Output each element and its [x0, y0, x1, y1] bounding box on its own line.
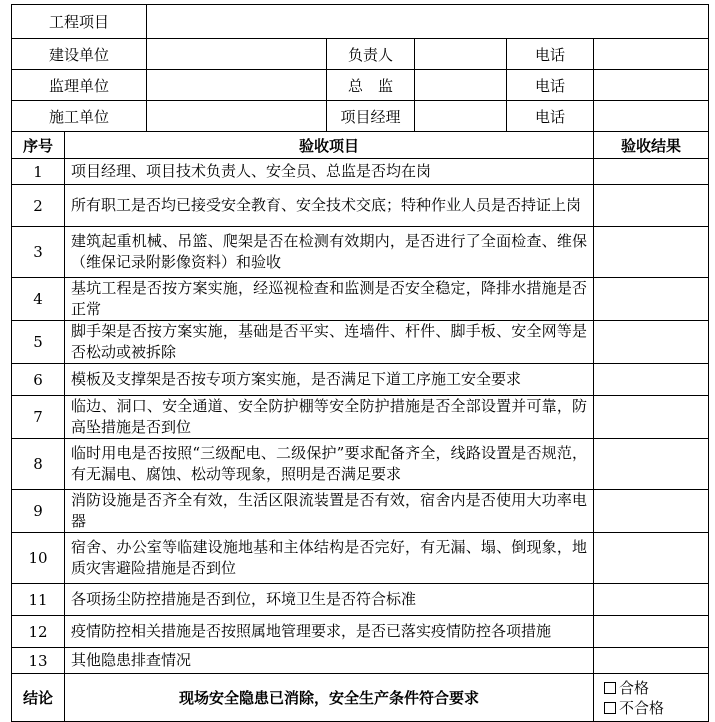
responsible-field[interactable] [415, 39, 507, 70]
inspection-item: 宿舍、办公室等临建设施地基和主体结构是否完好，有无漏、塌、倒现象，地质灾害避险措施是否到位 [65, 533, 594, 584]
result-cell[interactable] [594, 278, 709, 321]
table-row [12, 396, 709, 439]
table-row [12, 227, 709, 278]
table-row [12, 321, 709, 364]
pm-field[interactable] [415, 101, 507, 132]
row-number: 11 [12, 584, 65, 616]
fail-label: 不合格 [619, 698, 665, 717]
table-row [12, 185, 709, 227]
chief-field[interactable] [415, 70, 507, 101]
phone-field-1[interactable] [594, 39, 709, 70]
conclusion-options [594, 674, 709, 722]
row-number: 4 [12, 278, 65, 321]
inspection-item: 临边、洞口、安全通道、安全防护棚等安全防护措施是否全部设置并可靠，防高坠措施是否到位 [65, 396, 594, 439]
row-number: 9 [12, 490, 65, 533]
phone-label-1: 电话 [507, 39, 594, 70]
table-row [12, 278, 709, 321]
inspection-form [11, 4, 709, 722]
phone-field-3[interactable] [594, 101, 709, 132]
table-row [12, 159, 709, 185]
project-field[interactable] [147, 5, 709, 39]
pm-label: 项目经理 [327, 101, 415, 132]
phone-label-2: 电话 [507, 70, 594, 101]
result-cell[interactable] [594, 185, 709, 227]
inspection-item: 各项扬尘防控措施是否到位，环境卫生是否符合标准 [65, 584, 594, 616]
result-cell[interactable] [594, 533, 709, 584]
col-result-header: 验收结果 [594, 132, 709, 159]
row-number: 7 [12, 396, 65, 439]
inspection-item: 建筑起重机械、吊篮、爬架是否在检测有效期内，是否进行了全面检查、维保（维保记录附影像资料）和验收 [65, 227, 594, 278]
inspection-item: 疫情防控相关措施是否按照属地管理要求，是否已落实疫情防控各项措施 [65, 616, 594, 648]
conclusion-label: 结论 [12, 674, 65, 722]
row-number: 13 [12, 648, 65, 674]
pass-option[interactable] [604, 678, 708, 698]
row-number: 6 [12, 364, 65, 396]
inspection-item: 消防设施是否齐全有效，生活区限流装置是否有效，宿舍内是否使用大功率电器 [65, 490, 594, 533]
phone-label-3: 电话 [507, 101, 594, 132]
table-row [12, 533, 709, 584]
inspection-item: 所有职工是否均已接受安全教育、安全技术交底；特种作业人员是否持证上岗 [65, 185, 594, 227]
result-cell[interactable] [594, 321, 709, 364]
builder-field[interactable] [147, 39, 327, 70]
contractor-field[interactable] [147, 101, 327, 132]
contractor-label: 施工单位 [12, 101, 147, 132]
table-row [12, 648, 709, 674]
table-row [12, 364, 709, 396]
pass-label: 合格 [619, 678, 650, 697]
inspection-item: 模板及支撑架是否按专项方案实施，是否满足下道工序施工安全要求 [65, 364, 594, 396]
row-number: 12 [12, 616, 65, 648]
responsible-label: 负责人 [327, 39, 415, 70]
result-cell[interactable] [594, 490, 709, 533]
result-cell[interactable] [594, 227, 709, 278]
table-row [12, 490, 709, 533]
supervisor-field[interactable] [147, 70, 327, 101]
phone-field-2[interactable] [594, 70, 709, 101]
result-cell[interactable] [594, 364, 709, 396]
inspection-item: 临时用电是否按照“三级配电、二级保护”要求配备齐全，线路设置是否规范，有无漏电、腐蚀、松动等现象，照明是否满足要求 [65, 439, 594, 490]
result-cell[interactable] [594, 648, 709, 674]
inspection-item: 其他隐患排查情况 [65, 648, 594, 674]
item-rows [12, 159, 709, 674]
chief-label: 总 监 [327, 70, 415, 101]
row-number: 8 [12, 439, 65, 490]
result-cell[interactable] [594, 616, 709, 648]
table-row [12, 616, 709, 648]
row-number: 5 [12, 321, 65, 364]
builder-label: 建设单位 [12, 39, 147, 70]
header-row [12, 132, 709, 159]
col-no-header: 序号 [12, 132, 65, 159]
fail-checkbox[interactable] [604, 702, 616, 714]
row-number: 3 [12, 227, 65, 278]
row-number: 10 [12, 533, 65, 584]
table-row [12, 584, 709, 616]
result-cell[interactable] [594, 439, 709, 490]
conclusion-text: 现场安全隐患已消除，安全生产条件符合要求 [65, 674, 594, 722]
result-cell[interactable] [594, 584, 709, 616]
col-item-header: 验收项目 [65, 132, 594, 159]
inspection-item: 基坑工程是否按方案实施，经巡视检查和监测是否安全稳定，降排水措施是否正常 [65, 278, 594, 321]
result-cell[interactable] [594, 396, 709, 439]
table-row [12, 439, 709, 490]
inspection-item: 项目经理、项目技术负责人、安全员、总监是否均在岗 [65, 159, 594, 185]
result-cell[interactable] [594, 159, 709, 185]
row-number: 2 [12, 185, 65, 227]
conclusion-row [12, 674, 709, 722]
project-label: 工程项目 [12, 5, 147, 39]
row-number: 1 [12, 159, 65, 185]
inspection-item: 脚手架是否按方案实施，基础是否平实、连墙件、杆件、脚手板、安全网等是否松动或被拆除 [65, 321, 594, 364]
pass-checkbox[interactable] [604, 682, 616, 694]
fail-option[interactable] [604, 698, 708, 718]
supervisor-label: 监理单位 [12, 70, 147, 101]
